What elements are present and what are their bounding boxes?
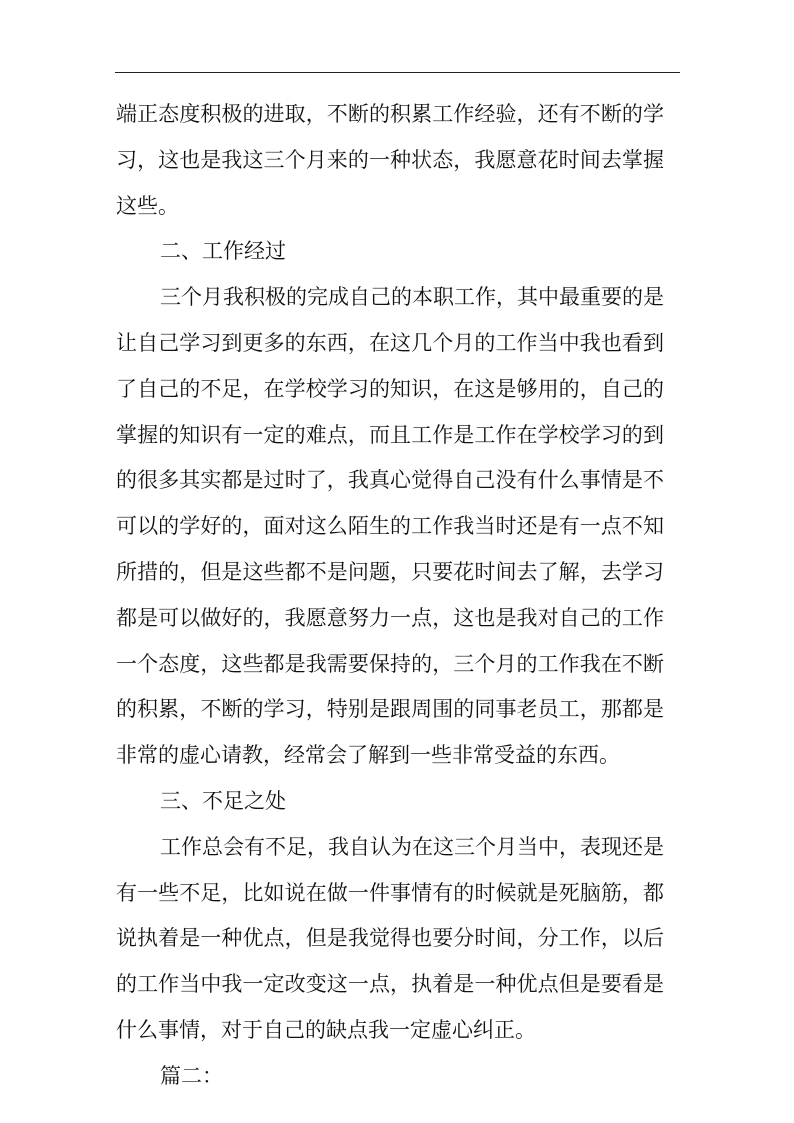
paragraph-shortcomings: 工作总会有不足，我自认为在这三个月当中，表现还是有一些不足，比如说在做一件事情有的时候就是死脑筋，都说执着是一种优点，但是我觉得也要分时间，分工作，以后的工作当中我一定改变这一点，执着是一种优点但是要看是什么事情，对于自己的缺点我一定虚心纠正。 bbox=[116, 834, 664, 1042]
section-heading-part-two: 篇二： bbox=[160, 1063, 223, 1088]
paragraph-work-process: 三个月我积极的完成自己的本职工作，其中最重要的是让自己学习到更多的东西，在这几个月的工作当中我也看到了自己的不足，在学校学习的知识，在这是够用的，自己的掌握的知识有一定的难点，而且工作是工作在学校学习的到的很多其实都是过时了，我真心觉得自己没有什么事情是不可以的学好的，面对这么陌生的工作我当时还是有一点不知所措的，但是这些都不是问题，只要花时间去了解，去学习都是可以做好的，我愿意努力一点，这也是我对自己的工作一个态度，这些都是我需要保持的，三个月的工作我在不断的积累，不断的学习，特别是跟周围的同事老员工，那都是非常的虚心请教，经常会了解到一些非常受益的东西。 bbox=[116, 285, 664, 768]
document-body bbox=[116, 92, 664, 1100]
header-rule bbox=[115, 72, 680, 73]
section-heading-shortcomings: 三、不足之处 bbox=[160, 788, 286, 813]
paragraph-intro: 端正态度积极的进取，不断的积累工作经验，还有不断的学习，这也是我这三个月来的一种状态，我愿意花时间去掌握这些。 bbox=[116, 102, 664, 218]
section-heading-work-process: 二、工作经过 bbox=[160, 239, 286, 264]
